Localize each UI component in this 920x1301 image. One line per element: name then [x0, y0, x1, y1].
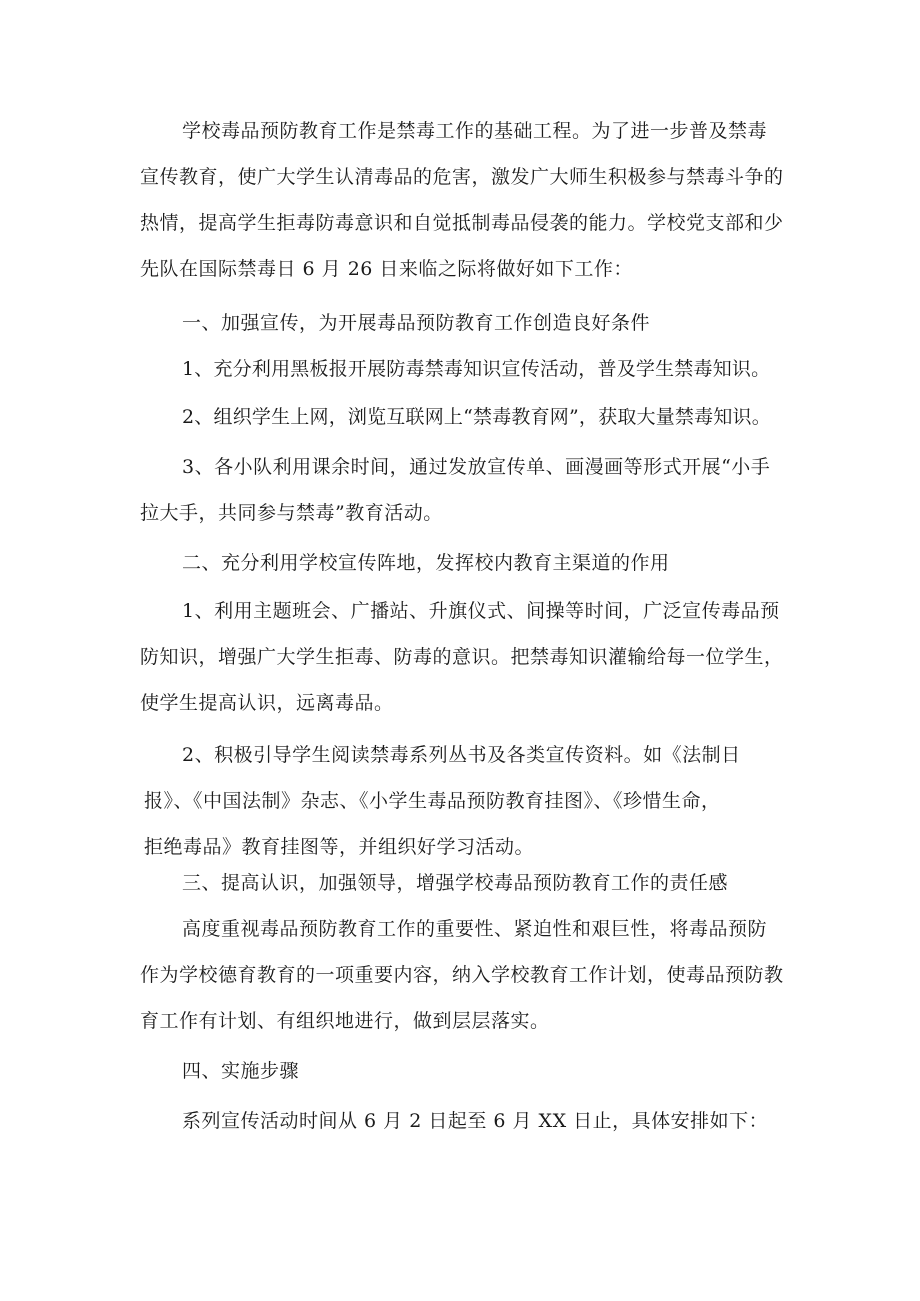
text-line: 热情，提高学生拒毒防毒意识和自觉抵制毒品侵袭的能力。学校党支部和少 — [140, 212, 784, 234]
text-line: 2、积极引导学生阅读禁毒系列丛书及各类宣传资料。如《法制日 — [182, 744, 741, 766]
text-line: 拒绝毒品》教育挂图等，并组织好学习活动。 — [144, 836, 535, 858]
text-line: 育工作有计划、有组织地进行，做到层层落实。 — [140, 1010, 550, 1032]
text-line: 宣传教育，使广大学生认清毒品的危害，激发广大师生积极参与禁毒斗争的 — [140, 166, 784, 188]
section-2-heading — [140, 540, 820, 586]
item-4-body — [140, 1098, 820, 1144]
text-line: 二、充分利用学校宣传阵地，发挥校内教育主渠道的作用 — [182, 552, 670, 574]
text-line: 学校毒品预防教育工作是禁毒工作的基础工程。为了进一步普及禁毒 — [182, 120, 768, 142]
text-line: 先队在国际禁毒日 6 月 26 日来临之际将做好如下工作： — [140, 258, 633, 280]
text-line: 3、各小队利用课余时间，通过发放宣传单、画漫画等形式开展“小手 — [182, 456, 771, 478]
item-2-1 — [140, 588, 820, 726]
section-3-heading — [140, 860, 820, 906]
text-line: 报》、《中国法制》杂志、《小学生毒品预防教育挂图》、《珍惜生命， — [144, 790, 721, 812]
text-line: 拉大手，共同参与禁毒”教育活动。 — [140, 502, 443, 524]
item-3-body — [140, 906, 820, 1044]
text-line: 防知识，增强广大学生拒毒、防毒的意识。把禁毒知识灌输给每一位学生， — [140, 646, 784, 668]
item-2-2 — [140, 732, 820, 870]
text-line: 使学生提高认识，远离毒品。 — [140, 692, 394, 714]
text-line: 三、提高认识，加强领导，增强学校毒品预防教育工作的责任感 — [182, 872, 729, 894]
item-1-1 — [140, 346, 820, 392]
item-1-2 — [140, 394, 820, 440]
section-1-heading — [140, 300, 820, 346]
text-line: 1、充分利用黑板报开展防毒禁毒知识宣传活动，普及学生禁毒知识。 — [182, 358, 771, 380]
text-line: 四、实施步骤 — [182, 1060, 300, 1082]
text-line: 作为学校德育教育的一项重要内容，纳入学校教育工作计划，使毒品预防教 — [140, 964, 784, 986]
item-1-3 — [140, 444, 820, 536]
text-line: 高度重视毒品预防教育工作的重要性、紧迫性和艰巨性，将毒品预防 — [182, 918, 768, 940]
text-line: 2、组织学生上网，浏览互联网上“禁毒教育网”，获取大量禁毒知识。 — [182, 406, 771, 428]
section-4-heading — [140, 1048, 820, 1094]
intro-paragraph — [140, 108, 820, 292]
text-line: 系列宣传活动时间从 6 月 2 日起至 6 月 XX 日止，具体安排如下： — [182, 1110, 769, 1132]
text-line: 一、加强宣传，为开展毒品预防教育工作创造良好条件 — [182, 312, 651, 334]
text-line: 1、利用主题班会、广播站、升旗仪式、间操等时间，广泛宣传毒品预 — [182, 600, 780, 622]
